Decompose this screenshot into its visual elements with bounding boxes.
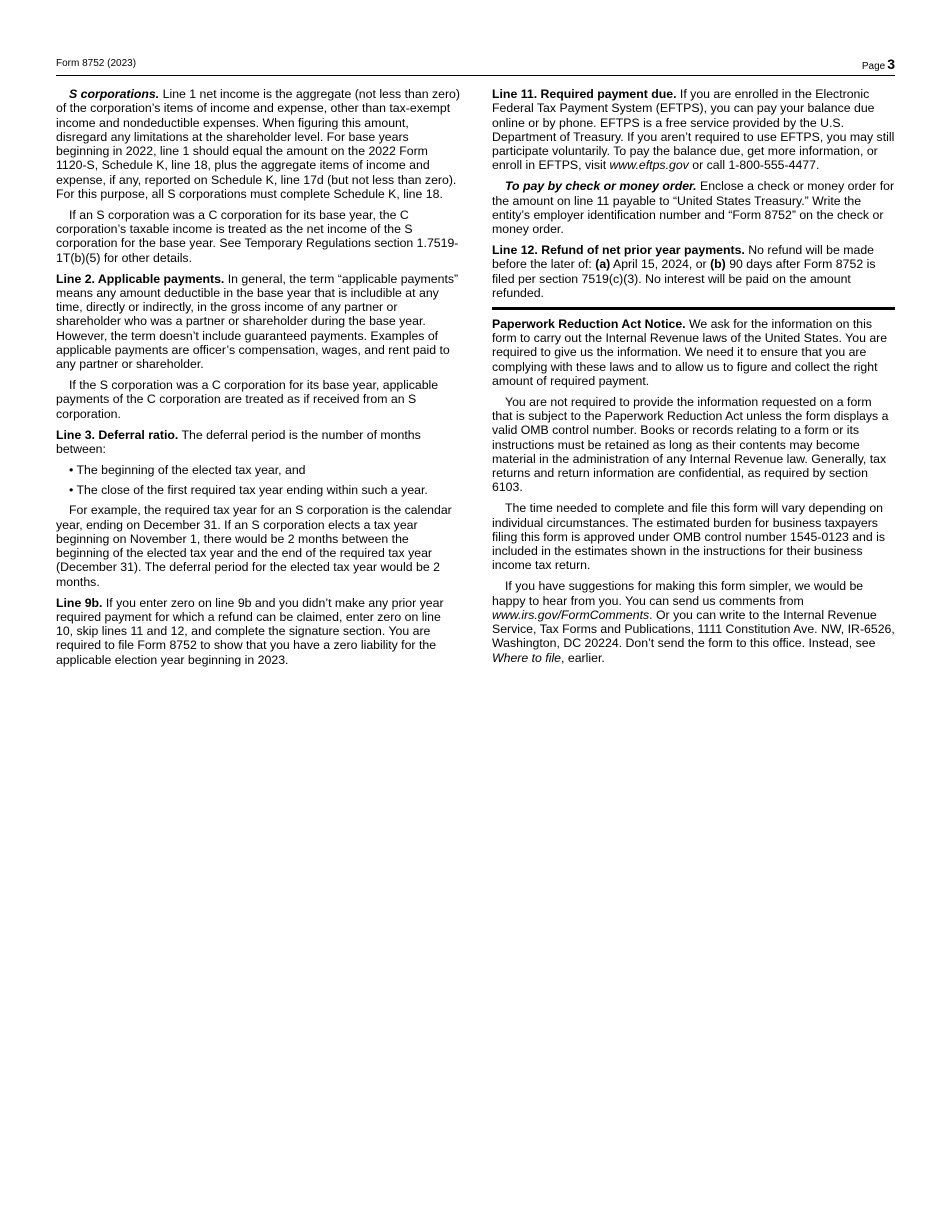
line11-text-end: or call 1-800-555-4477. [688, 158, 820, 173]
line3-text: The deferral period is the number of months between: [56, 427, 421, 456]
line12-paragraph [492, 243, 895, 300]
line11-text: If you are enrolled in the Electronic Federal Tax Payment System (EFTPS), you can pay your balance due online or by phone. EFTPS is a free service provided by the U.S. Department of Treasury. If you aren’t required to use EFTPS, you may still participate voluntarily. To pay the balance due, get more information, or enroll in EFTPS, visit [492, 87, 895, 173]
s-corporations-text: Line 1 net income is the aggregate (not less than zero) of the corporation’s items of income and expense, other than tax-exempt income and nondeductible expenses. When figuring this amount, disregard any limitations at the shareholder level. For base years beginning in 2022, line 1 should equal the amount on the 2022 Form 1120-S, Schedule K, line 18, plus the aggregate items of income and expense, if any, reported on Schedule K, line 17d (but not less than zero). For this purpose, all S corporations must complete Schedule K, line 18. [56, 87, 460, 202]
suggestions-text: If you have suggestions for making this form simpler, we would be happy to hear from you. You can send us comments from [492, 579, 864, 608]
line11-heading: Line 11. Required payment due. [492, 87, 677, 101]
line2-heading: Line 2. Applicable payments. [56, 271, 225, 286]
paperwork-paragraph [492, 317, 895, 388]
check-text: Enclose a check or money order for the amount on line 11 payable to “United States Treasury.” Write the entity’s employer identification number and “Form 8752” on the check or money order. [492, 179, 895, 237]
right-column [492, 87, 895, 671]
line3-paragraph [56, 428, 460, 457]
form-id: Form 8752 (2023) [56, 58, 137, 69]
line9b-text: If you enter zero on line 9b and you didn’t make any prior year required payment for which a refund can be claimed, enter zero on line 10, skip lines 11 and 12, and complete the signature section. You are required to file Form 8752 to show that you have a zero liability for the applicable election year beginning in 2023. [56, 595, 444, 667]
option-a-label: (a) [595, 257, 611, 272]
suggestions-paragraph [492, 579, 895, 665]
where-to-file-reference: Where to file [492, 650, 562, 665]
s-corporations-heading: S corporations. [69, 87, 160, 101]
line12-text: No refund will be made before the later of: [492, 242, 875, 272]
page-number-label [862, 56, 895, 72]
paperwork-heading: Paperwork Reduction Act Notice. [492, 316, 686, 331]
line12-heading: Line 12. Refund of net prior year payments. [492, 242, 745, 257]
deferral-bullets [56, 463, 460, 498]
line2-paragraph [56, 272, 460, 372]
example-paragraph: For example, the required tax year for an S corporation is the calendar year, ending on December 31. If an S corporation elects a tax year beginning on November 1, there would be 2 months between the beginning of the elected tax year and the end of the required tax year (December 31). The deferral period for the elected tax year would be 2 months. [56, 503, 452, 589]
section-divider [492, 307, 895, 310]
page-label: Page [861, 61, 886, 72]
suggestions-text: . Or you can write to the Internal Revenue Service, Tax Forms and Publications, 1111 Constitution Ave. NW, IR-6526, Washington, DC 20224. Don’t send the form to this office. Instead, see [492, 607, 895, 651]
form-comments-link[interactable]: www.irs.gov/FormComments [492, 607, 650, 622]
c-corp-base-year-paragraph: If an S corporation was a C corporation for its base year, the C corporation’s taxable income is treated as the net income of the S corporation for the base year. See Temporary Regulations section 1.7519-1T(b)(5) for other details. [56, 207, 459, 265]
line12-text: April 15, 2024, or [610, 257, 711, 272]
page-number: 3 [887, 56, 895, 72]
line2-text: In general, the term “applicable payments” means any amount deductible in the base year that is includible at any time, directly or indirectly, in the gross income of any partner or shareholder who was a partner or shareholder during the base year. However, the term doesn’t include guaranteed payments. Examples of applicable payments are officer’s compensation, wages, and rent paid to any partner or shareholder. [56, 271, 459, 372]
bullet-item: • The close of the first required tax year ending within such a year. [69, 482, 428, 497]
line11-paragraph [492, 87, 895, 173]
line3-heading: Line 3. Deferral ratio. [56, 427, 179, 442]
option-b-label: (b) [710, 257, 726, 272]
check-paragraph [492, 179, 895, 236]
not-required-paragraph: You are not required to provide the information requested on a form that is subject to the Paperwork Reduction Act unless the form displays a valid OMB control number. Books or records relating to a form or its instructions must be retained as long as their contents may become material in the administration of any Internal Revenue law. Generally, tax returns and return information are confidential, as required by section 6103. [492, 394, 889, 495]
suggestions-text: , earlier. [561, 650, 605, 665]
line9b-paragraph [56, 596, 460, 667]
line9b-heading: Line 9b. [56, 595, 103, 610]
left-column [56, 87, 460, 673]
line12-text: 90 days after Form 8752 is filed per section 7519(c)(3). No interest will be paid on the amount refunded. [492, 257, 876, 300]
line2-c-corp-paragraph: If the S corporation was a C corporation for its base year, applicable payments of the C corporation are treated as if received from an S corporation. [56, 378, 439, 421]
s-corporations-paragraph [56, 87, 460, 201]
bullet-item: • The beginning of the elected tax year, and [69, 462, 306, 477]
time-needed-paragraph: The time needed to complete and file this form will vary depending on individual circumstances. The estimated burden for business taxpayers filing this form is approved under OMB control number 1545-0123 and is included in the estimates shown in the instructions for their business income tax return. [492, 501, 886, 573]
check-heading: To pay by check or money order. [505, 179, 697, 194]
page-header [56, 56, 895, 76]
paperwork-text: We ask for the information on this form to carry out the Internal Revenue laws of the United States. You are required to give us the information. We need it to ensure that you are complying with these laws and to allow us to figure and collect the right amount of required payment. [492, 316, 888, 388]
eftps-link[interactable]: www.eftps.gov [609, 158, 689, 173]
